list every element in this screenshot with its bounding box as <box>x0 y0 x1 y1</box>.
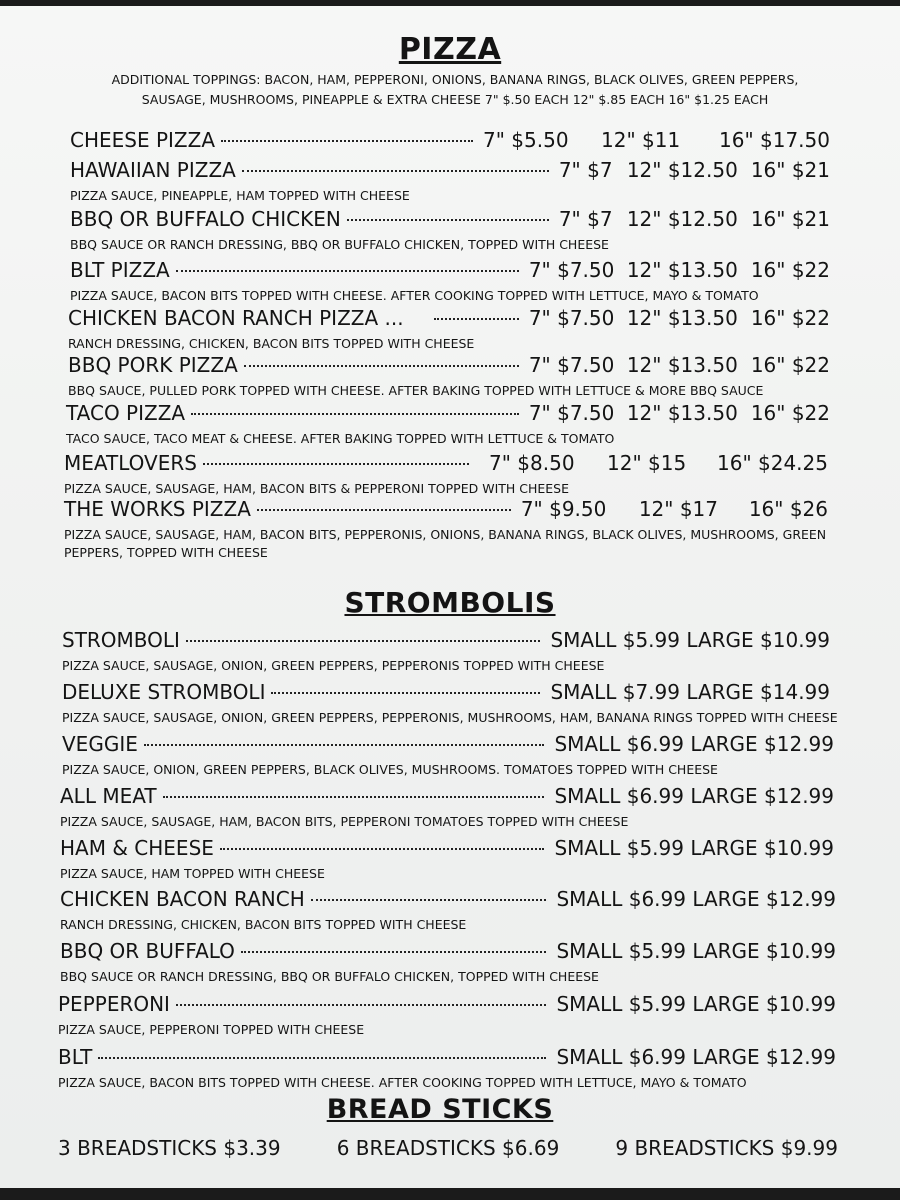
item-description: PIZZA SAUCE, ONION, GREEN PEPPERS, BLACK OLIVES, MUSHROOMS. TOMATOES TOPPED WITH CHEESE <box>62 762 718 777</box>
dot-leader <box>347 219 549 221</box>
breadsticks-option-9: 9 BREADSTICKS $9.99 <box>615 1136 838 1160</box>
item-description: PIZZA SAUCE, HAM TOPPED WITH CHEESE <box>60 866 325 881</box>
price-7-inch: 7" $7.50 <box>528 258 615 282</box>
item-description: PIZZA SAUCE, PEPPERONI TOPPED WITH CHEESE <box>58 1022 365 1037</box>
dot-leader <box>271 692 540 694</box>
item-name: PEPPERONI <box>58 992 170 1016</box>
dot-leader <box>176 270 519 272</box>
item-description: PIZZA SAUCE, PINEAPPLE, HAM TOPPED WITH CHEESE <box>70 188 410 203</box>
item-name: BLT PIZZA <box>70 258 170 282</box>
item-name: MEATLOVERS <box>64 451 197 475</box>
price-16-inch: 16" $21 <box>750 207 830 231</box>
dot-leader <box>257 509 511 511</box>
dot-leader <box>244 365 519 367</box>
dot-leader <box>163 796 545 798</box>
item-name: HAM & CHEESE <box>60 836 214 860</box>
item-name: ALL MEAT <box>60 784 157 808</box>
price-7-inch: 7" $7.50 <box>528 353 615 377</box>
stromboli-item-bbq-buffalo <box>60 939 836 984</box>
dot-leader <box>176 1004 547 1006</box>
price-7-inch: 7" $7 <box>558 207 613 231</box>
item-name: CHICKEN BACON RANCH PIZZA ... <box>68 306 404 330</box>
item-name: BBQ OR BUFFALO <box>60 939 235 963</box>
additional-toppings-line-1: ADDITIONAL TOPPINGS: BACON, HAM, PEPPERONI, ONIONS, BANANA RINGS, BLACK OLIVES, GREEN PEPPERS, <box>111 72 799 87</box>
item-description: PIZZA SAUCE, BACON BITS TOPPED WITH CHEESE. AFTER COOKING TOPPED WITH LETTUCE, MAYO & TOMATO <box>58 1075 747 1090</box>
item-prices: SMALL $5.99 LARGE $10.99 <box>556 939 836 963</box>
price-7-inch: 7" $9.50 <box>520 497 607 521</box>
item-prices <box>529 258 830 282</box>
price-16-inch: 16" $22 <box>750 353 830 377</box>
strombolis-section-title: STROMBOLIS <box>344 586 556 619</box>
dot-leader <box>186 640 540 642</box>
item-prices <box>559 207 830 231</box>
pizza-item-the-works <box>64 497 828 560</box>
item-prices: SMALL $6.99 LARGE $12.99 <box>554 784 834 808</box>
item-description: BBQ SAUCE OR RANCH DRESSING, BBQ OR BUFFALO CHICKEN, TOPPED WITH CHEESE <box>60 969 599 984</box>
item-description: PIZZA SAUCE, SAUSAGE, ONION, GREEN PEPPERS, PEPPERONIS, MUSHROOMS, HAM, BANANA RINGS TOPPED WITH CHEESE <box>62 710 838 725</box>
dot-leader <box>144 744 545 746</box>
pizza-section-title: PIZZA <box>398 32 502 67</box>
dot-leader <box>191 413 519 415</box>
item-name: STROMBOLI <box>62 628 180 652</box>
item-description: PIZZA SAUCE, SAUSAGE, ONION, GREEN PEPPERS, PEPPERONIS TOPPED WITH CHEESE <box>62 658 605 673</box>
pizza-item-blt <box>70 258 830 303</box>
dot-leader <box>311 899 547 901</box>
item-name: DELUXE STROMBOLI <box>62 680 266 704</box>
price-16-inch: 16" $26 <box>748 497 828 521</box>
stromboli-item-stromboli <box>62 628 830 673</box>
stromboli-item-deluxe <box>62 680 838 725</box>
price-12-inch: 12" $13.50 <box>626 258 738 282</box>
item-description: PIZZA SAUCE, BACON BITS TOPPED WITH CHEESE. AFTER COOKING TOPPED WITH LETTUCE, MAYO & TOMATO <box>70 288 759 303</box>
breadsticks-options <box>58 1136 838 1160</box>
item-name: HAWAIIAN PIZZA <box>70 158 236 182</box>
item-prices: SMALL $6.99 LARGE $12.99 <box>556 1045 836 1069</box>
item-prices <box>529 353 830 377</box>
price-16-inch: 16" $22 <box>750 258 830 282</box>
price-7-inch: 7" $7 <box>558 158 613 182</box>
item-prices: SMALL $5.99 LARGE $10.99 <box>556 992 836 1016</box>
item-prices: SMALL $6.99 LARGE $12.99 <box>554 732 834 756</box>
price-7-inch: 7" $7.50 <box>528 401 615 425</box>
dot-leader <box>221 140 473 142</box>
price-16-inch: 16" $22 <box>750 401 830 425</box>
item-description: PIZZA SAUCE, SAUSAGE, HAM, BACON BITS, PEPPERONI TOMATOES TOPPED WITH CHEESE <box>60 814 629 829</box>
item-prices: SMALL $6.99 LARGE $12.99 <box>556 887 836 911</box>
price-12-inch: 12" $12.50 <box>626 158 738 182</box>
price-12-inch: 12" $12.50 <box>626 207 738 231</box>
price-16-inch: 16" $24.25 <box>717 451 828 475</box>
pizza-item-taco <box>66 401 830 446</box>
dot-leader <box>98 1057 546 1059</box>
item-description: TACO SAUCE, TACO MEAT & CHEESE. AFTER BAKING TOPPED WITH LETTUCE & TOMATO <box>66 431 615 446</box>
stromboli-item-chicken-bacon-ranch <box>60 887 836 932</box>
price-16-inch: 16" $21 <box>750 158 830 182</box>
price-16-inch: 16" $17.50 <box>719 128 830 152</box>
pizza-item-bbq-buffalo-chicken <box>70 207 830 252</box>
price-12-inch: 12" $17 <box>638 497 718 521</box>
price-12-inch: 12" $13.50 <box>626 401 738 425</box>
pizza-item-bbq-pork <box>68 353 830 398</box>
item-name: THE WORKS PIZZA <box>64 497 251 521</box>
item-name: BBQ OR BUFFALO CHICKEN <box>70 207 341 231</box>
dot-leader <box>203 463 469 465</box>
item-description: RANCH DRESSING, CHICKEN, BACON BITS TOPPED WITH CHEESE <box>60 917 467 932</box>
stromboli-item-all-meat <box>60 784 834 829</box>
pizza-item-meatlovers <box>64 451 828 496</box>
item-name: VEGGIE <box>62 732 138 756</box>
breadsticks-section-title: BREAD STICKS <box>326 1094 554 1125</box>
item-prices <box>489 451 828 475</box>
price-12-inch: 12" $13.50 <box>626 353 738 377</box>
item-description: RANCH DRESSING, CHICKEN, BACON BITS TOPPED WITH CHEESE <box>68 336 475 351</box>
item-prices <box>483 128 830 152</box>
item-description: BBQ SAUCE OR RANCH DRESSING, BBQ OR BUFFALO CHICKEN, TOPPED WITH CHEESE <box>70 237 609 252</box>
price-12-inch: 12" $13.50 <box>626 306 738 330</box>
item-name: CHICKEN BACON RANCH <box>60 887 305 911</box>
item-name: TACO PIZZA <box>66 401 186 425</box>
breadsticks-option-3: 3 BREADSTICKS $3.39 <box>58 1136 281 1160</box>
price-12-inch: 12" $11 <box>601 128 681 152</box>
additional-toppings-line-2: SAUSAGE, MUSHROOMS, PINEAPPLE & EXTRA CHEESE 7" $.50 EACH 12" $.85 EACH 16" $1.25 EACH <box>141 92 769 107</box>
dot-leader <box>220 848 545 850</box>
item-name: BLT <box>58 1045 93 1069</box>
item-name: CHEESE PIZZA <box>70 128 216 152</box>
menu-page <box>0 6 900 1188</box>
stromboli-item-veggie <box>62 732 834 777</box>
breadsticks-option-6: 6 BREADSTICKS $6.69 <box>336 1136 560 1160</box>
dot-leader <box>242 170 549 172</box>
item-prices <box>529 306 830 330</box>
pizza-item-hawaiian <box>70 158 830 203</box>
stromboli-item-blt <box>58 1045 836 1090</box>
item-prices <box>529 401 830 425</box>
price-16-inch: 16" $22 <box>750 306 830 330</box>
price-7-inch: 7" $7.50 <box>528 306 615 330</box>
price-7-inch: 7" $8.50 <box>489 451 575 475</box>
pizza-item-chicken-bacon-ranch <box>68 306 830 351</box>
item-description-cont: PEPPERS, TOPPED WITH CHEESE <box>64 545 268 560</box>
item-prices: SMALL $5.99 LARGE $10.99 <box>550 628 830 652</box>
item-prices <box>521 497 828 521</box>
dot-leader <box>434 318 519 320</box>
price-7-inch: 7" $5.50 <box>483 128 569 152</box>
stromboli-item-pepperoni <box>58 992 836 1037</box>
item-description: PIZZA SAUCE, SAUSAGE, HAM, BACON BITS & PEPPERONI TOPPED WITH CHEESE <box>64 481 570 496</box>
item-name: BBQ PORK PIZZA <box>68 353 238 377</box>
item-description: BBQ SAUCE, PULLED PORK TOPPED WITH CHEESE. AFTER BAKING TOPPED WITH LETTUCE & MORE BBQ SAUCE <box>68 383 764 398</box>
price-12-inch: 12" $15 <box>607 451 687 475</box>
item-prices: SMALL $7.99 LARGE $14.99 <box>550 680 830 704</box>
dot-leader <box>241 951 547 953</box>
pizza-item-cheese <box>70 128 830 156</box>
stromboli-item-ham-cheese <box>60 836 834 881</box>
item-prices <box>559 158 830 182</box>
item-prices: SMALL $5.99 LARGE $10.99 <box>554 836 834 860</box>
item-description: PIZZA SAUCE, SAUSAGE, HAM, BACON BITS, PEPPERONIS, ONIONS, BANANA RINGS, BLACK OLIVES, MUSHROOMS, GREEN <box>64 527 827 542</box>
